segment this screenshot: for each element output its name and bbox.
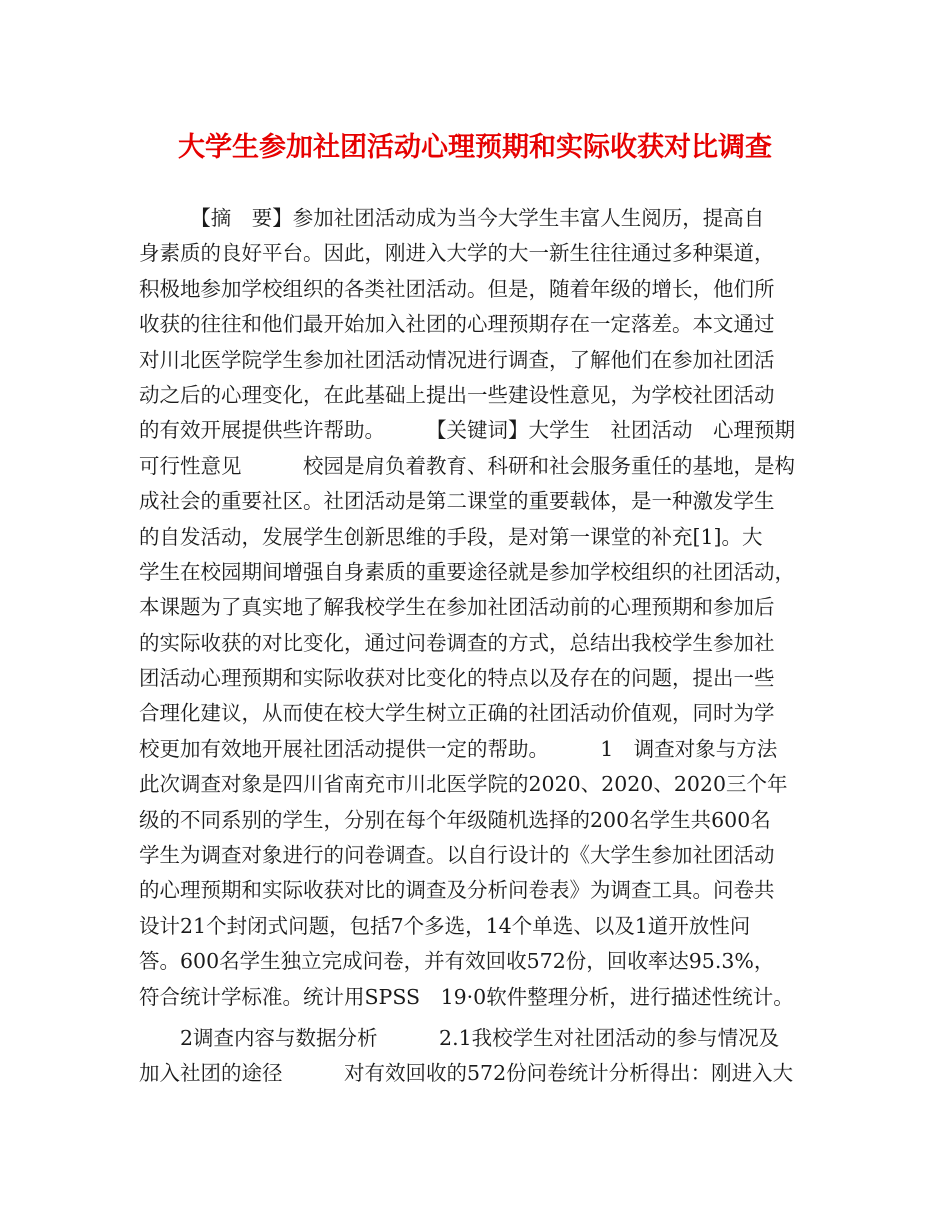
body-line: 级的不同系别的学生，分别在每个年级随机选择的200名学生共600名 xyxy=(139,807,771,832)
body-line: 团活动心理预期和实际收获对比变化的特点以及存在的问题，提出一些 xyxy=(139,666,775,691)
body-line: 2调查内容与数据分析 2.1我校学生对社团活动的参与情况及 xyxy=(139,1025,780,1050)
body-line: 答。600名学生独立完成问卷，并有效回收572份，回收率达95.3%， xyxy=(139,949,775,974)
body-line: 身素质的良好平台。因此，刚进入大学的大一新生往往通过多种渠道， xyxy=(139,241,775,266)
body-line: 积极地参加学校组织的各类社团活动。但是，随着年级的增长，他们所 xyxy=(139,276,775,301)
body-line: 合理化建议，从而使在校大学生树立正确的社团活动价值观，同时为学 xyxy=(139,701,775,726)
body-line: 的心理预期和实际收获对比的调查及分析问卷表》为调查工具。问卷共 xyxy=(139,878,775,903)
body-line: 符合统计学标准。统计用SPSS 19·0软件整理分析，进行描述性统计。 xyxy=(139,984,794,1009)
body-line: 动之后的心理变化，在此基础上提出一些建设性意见，为学校社团活动 xyxy=(139,382,775,407)
body-line: 设计21个封闭式问题，包括7个多选，14个单选、以及1道开放性问 xyxy=(139,913,751,938)
body-line: 收获的往往和他们最开始加入社团的心理预期存在一定落差。本文通过 xyxy=(139,312,775,337)
body-line: 加入社团的途径 对有效回收的572份问卷统计分析得出：刚进入大 xyxy=(139,1061,794,1086)
body-line: 可行性意见 校园是肩负着教育、科研和社会服务重任的基地，是构 xyxy=(139,453,795,478)
body-line: 此次调查对象是四川省南充市川北医学院的2020、2020、2020三个年 xyxy=(139,772,788,797)
body-line: 成社会的重要社区。社团活动是第二课堂的重要载体，是一种激发学生 xyxy=(139,489,775,514)
body-line: 学生在校园期间增强自身素质的重要途径就是参加学校组织的社团活动， xyxy=(139,559,795,584)
body-line: 对川北医学院学生参加社团活动情况进行调查，了解他们在参加社团活 xyxy=(139,347,775,372)
body-line: 的实际收获的对比变化，通过问卷调查的方式，总结出我校学生参加社 xyxy=(139,630,775,655)
body-line: 的有效开展提供些许帮助。 【关键词】大学生 社团活动 心理预期 xyxy=(139,418,795,443)
body-line: 本课题为了真实地了解我校学生在参加社团活动前的心理预期和参加后 xyxy=(139,595,775,620)
document-title: 大学生参加社团活动心理预期和实际收获对比调查 xyxy=(178,132,772,163)
body-line: 的自发活动，发展学生创新思维的手段，是对第一课堂的补充[1]。大 xyxy=(139,524,763,549)
body-line: 学生为调查对象进行的问卷调查。以自行设计的《大学生参加社团活动 xyxy=(139,843,775,868)
document-body xyxy=(139,201,839,1092)
body-line: 校更加有效地开展社团活动提供一定的帮助。 1 调查对象与方法 xyxy=(139,736,778,761)
body-line: 【摘 要】参加社团活动成为当今大学生丰富人生阅历，提高自 xyxy=(139,206,765,230)
